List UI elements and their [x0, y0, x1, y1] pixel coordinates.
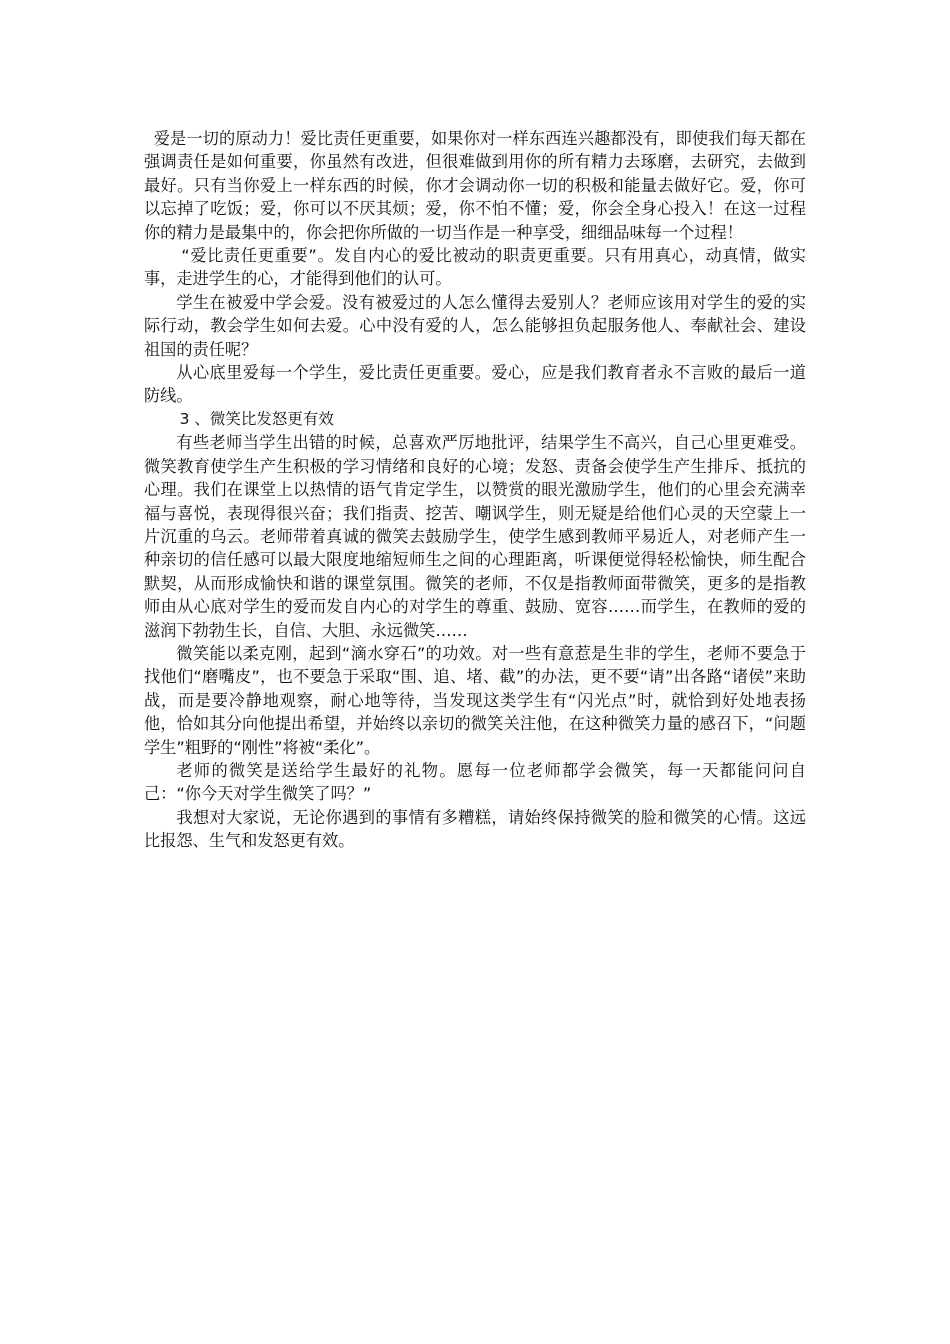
paragraph-love-over-duty: “爱比责任更重要”。发自内心的爱比被动的职责更重要。只有用真心，动真情，做实事，走进学生的心，才能得到他们的认可。 — [144, 246, 806, 289]
paragraph-smile-soft-power: 微笑能以柔克刚，起到“滴水穿石”的功效。对一些有意惹是生非的学生，老师不要急于找他们“磨嘴皮”，也不要急于采取“围、追、堵、截”的办法，更不要“请”出各路“诸侯”来助战，而是要冷静地观察，耐心地等待，当发现这类学生有“闪光点”时，就恰到好处地表扬他，恰如其分向他提出希望，并始终以亲切的微笑关注他，在这种微笑力量的感召下，“问题学生”粗野的“刚性”将被“柔化”。 — [144, 643, 806, 757]
section-heading: 3 、微笑比发怒更有效 — [179, 409, 334, 428]
paragraph-smile-gift: 老师的微笑是送给学生最好的礼物。愿每一位老师都学会微笑，每一天都能问问自己：“你今天对学生微笑了吗？” — [144, 760, 806, 804]
paragraph-closing: 我想对大家说，无论你遇到的事情有多糟糕，请始终保持微笑的脸和微笑的心情。这远比报怨、生气和发怒更有效。 — [144, 807, 806, 851]
paragraph-last-defense: 从心底里爱每一个学生，爱比责任更重要。爱心，应是我们教育者永不言败的最后一道防线。 — [144, 363, 806, 406]
paragraph-learn-to-love: 学生在被爱中学会爱。没有被爱过的人怎么懂得去爱别人？老师应该用对学生的爱的实际行动，教会学生如何去爱。心中没有爱的人，怎么能够担负起服务他人、奉献社会、建设祖国的责任呢？ — [144, 292, 806, 359]
paragraph-smile-education: 有些老师当学生出错的时候，总喜欢严厉地批评，结果学生不高兴，自己心里更难受。微笑教育使学生产生积极的学习情绪和良好的心境；发怒、责备会使学生产生排斥、抵抗的心理。我们在课堂上以热情的语气肯定学生，以赞赏的眼光激励学生，他们的心里会充满幸福与喜悦，表现得很兴奋；我们指责、挖苦、嘲讽学生，则无疑是给他们心灵的天空蒙上一片沉重的乌云。老师带着真诚的微笑去鼓励学生，使学生感到教师平易近人，对老师产生一种亲切的信任感可以最大限度地缩短师生之间的心理距离，听课便觉得轻松愉快，师生配合默契，从而形成愉快和谐的课堂氛围。微笑的老师，不仅是指教师面带微笑，更多的是指教师由从心底对学生的爱而发自内心的对学生的尊重、鼓励、宽容……而学生，在教师的爱的滋润下勃勃生长，自信、大胆、永远微笑…… — [144, 433, 806, 640]
document-page — [144, 127, 806, 853]
paragraph-love-motivation: 爱是一切的原动力！爱比责任更重要，如果你对一样东西连兴趣都没有，即使我们每天都在强调责任是如何重要，你虽然有改进，但很难做到用你的所有精力去琢磨，去研究，去做到最好。只有当你爱上一样东西的时候，你才会调动你一切的积极和能量去做好它。爱，你可以忘掉了吃饭；爱，你可以不厌其烦；爱，你不怕不懂；爱，你会全身心投入！在这一过程你的精力是最集中的，你会把你所做的一切当作是一种享受，细细品味每一个过程！ — [144, 129, 806, 242]
